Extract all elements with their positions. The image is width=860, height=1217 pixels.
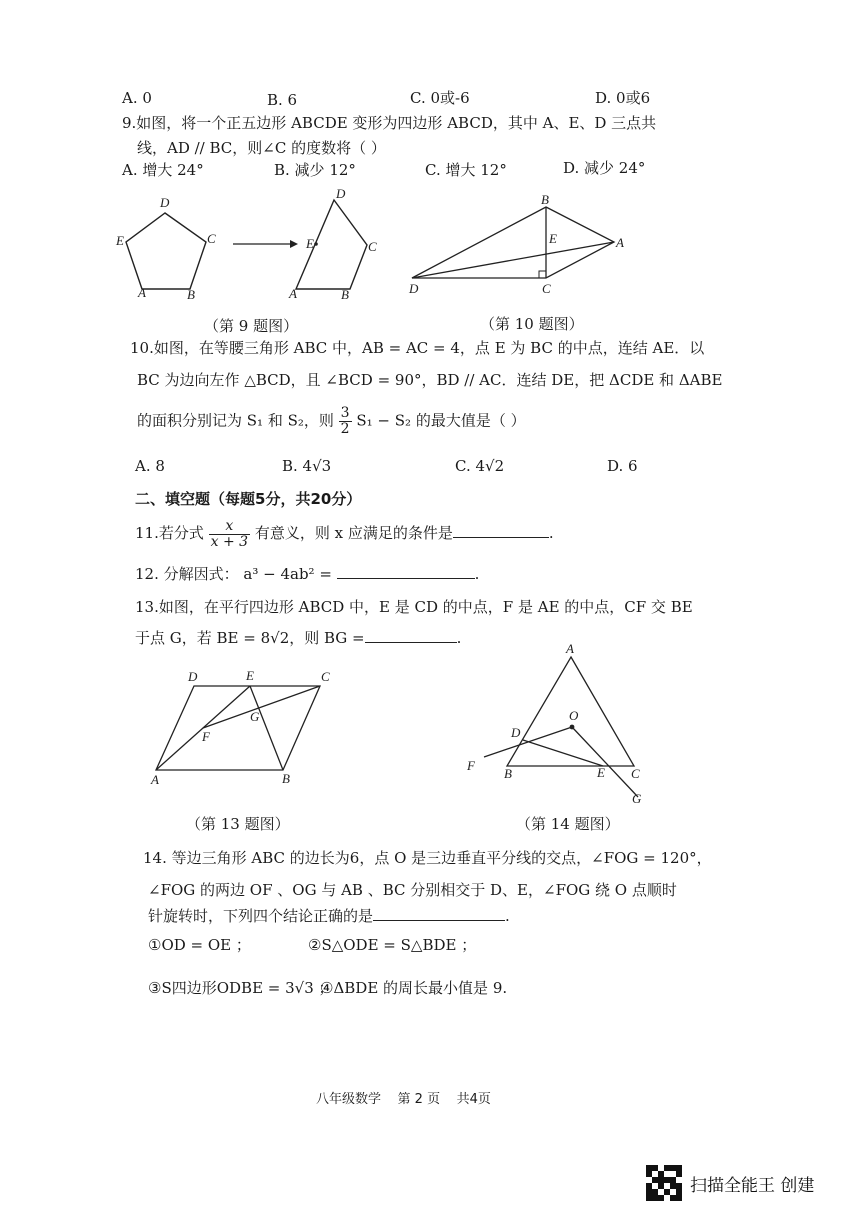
- q14-stem-line2: ∠FOG 的两边 OF 、OG 与 AB 、BC 分别相交于 D、E，∠FOG 绕 O 点顺时: [148, 881, 677, 899]
- q10-fraction-den: 2: [340, 421, 350, 437]
- q11-post: 有意义，则 x 应满足的条件是: [254, 524, 453, 542]
- fig13-label-g: G: [250, 709, 260, 724]
- fig14-label-e: E: [597, 765, 605, 780]
- q8-option-c: C. 0或-6: [410, 89, 470, 107]
- q11-fraction: [209, 519, 250, 550]
- section-fill-in-blank-title: 二、填空题（每题5分，共20分）: [135, 490, 362, 508]
- q10-option-c: C. 4√2: [455, 457, 505, 475]
- fig14-triangle: [466, 641, 642, 806]
- fig9-pentagon: [115, 195, 216, 302]
- fig9q-label-e: E: [306, 236, 314, 251]
- q12-answer-blank[interactable]: [337, 564, 475, 579]
- q10-line3-post: S₁ − S₂ 的最大值是（ ）: [356, 411, 526, 430]
- fig10-label-a: A: [616, 235, 624, 250]
- fig14-label-a: A: [566, 641, 574, 656]
- fig9-label-d: D: [160, 195, 170, 210]
- fig13-label-e: E: [246, 668, 254, 683]
- q12-period: .: [474, 565, 480, 583]
- q9-option-b: B. 减少 12°: [274, 161, 356, 179]
- q9-stem-line1: 9.如图，将一个正五边形 ABCDE 变形为四边形 ABCD，其中 A、E、D 三点共: [122, 114, 657, 132]
- q10-stem-line1: 10.如图，在等腰三角形 ABC 中，AB = AC = 4，点 E 为 BC 的中点，连结 AE．以: [130, 339, 705, 357]
- q8-option-a: A. 0: [122, 89, 152, 107]
- fig9-label-c: C: [207, 231, 216, 246]
- q11-period: .: [548, 524, 554, 542]
- fig9-caption: （第 9 题图）: [204, 317, 299, 335]
- fig9-label-e: E: [116, 233, 124, 248]
- q10-option-d: D. 6: [607, 457, 638, 475]
- q11-answer-blank[interactable]: [453, 523, 549, 538]
- q9-stem-line2: 线，AD // BC，则∠C 的度数将（ ）: [137, 139, 386, 157]
- fig14-label-f: F: [467, 758, 475, 773]
- q14-answer-blank[interactable]: [373, 906, 505, 921]
- q14-line3-text: 针旋转时，下列四个结论正确的是: [148, 907, 374, 925]
- fig14-label-d: D: [511, 725, 521, 740]
- q10-option-b: B. 4√3: [282, 457, 332, 475]
- fig10-label-e: E: [549, 231, 557, 246]
- q13-stem-line1: 13.如图，在平行四边形 ABCD 中，E 是 CD 的中点，F 是 AE 的中点，CF 交 BE: [135, 598, 693, 616]
- q10-option-a: A. 8: [135, 457, 165, 475]
- fig14-label-b: B: [504, 766, 512, 781]
- q14-conclusion-4: ④ΔBDE 的周长最小值是 9.: [320, 979, 508, 997]
- fig10-label-d: D: [409, 281, 419, 296]
- q8-option-d: D. 0或6: [595, 89, 651, 107]
- q9-option-a: A. 增大 24°: [122, 161, 204, 179]
- scanner-watermark: [646, 1163, 846, 1203]
- fig9q-label-d: D: [336, 186, 346, 201]
- q14-conclusion-3: ③S四边形ODBE = 3√3 ；: [148, 979, 334, 997]
- fig10-caption: （第 10 题图）: [480, 315, 584, 333]
- fig13-caption: （第 13 题图）: [186, 815, 290, 833]
- q12-text: 12. 分解因式： a³ − 4ab² =: [135, 565, 332, 583]
- fig14-label-c: C: [631, 766, 640, 781]
- fig9-quadrilateral: [288, 186, 377, 302]
- q10-fraction: [339, 406, 352, 437]
- q14-stem-line3: [148, 906, 510, 926]
- fig13-label-d: D: [188, 669, 198, 684]
- q14-period: .: [505, 907, 510, 925]
- fig9-label-a: A: [138, 285, 146, 300]
- figures-13-14: [0, 640, 860, 810]
- q11-stem: [135, 518, 554, 550]
- q11-fraction-den: x + 3: [210, 533, 249, 550]
- q10-fraction-num: 3: [340, 405, 350, 421]
- q8-option-b: B. 6: [267, 91, 298, 109]
- fig10-label-c: C: [542, 281, 551, 296]
- q10-line3-pre: 的面积分别记为 S₁ 和 S₂，则: [137, 411, 334, 430]
- qr-code-icon: [646, 1165, 682, 1201]
- fig9q-label-b: B: [341, 287, 349, 302]
- fig13-label-c: C: [321, 669, 330, 684]
- q14-conclusion-2: ②S△ODE = S△BDE ；: [308, 936, 477, 954]
- fig10-figure: [408, 192, 624, 296]
- q12-stem: [135, 564, 479, 584]
- q11-fraction-num: x: [209, 519, 250, 535]
- fig9q-label-c: C: [368, 239, 377, 254]
- fig13-label-b: B: [282, 771, 290, 786]
- figures-9-10: [0, 185, 860, 310]
- fig9-arrow: [233, 240, 298, 248]
- fig14-label-g: G: [632, 791, 642, 806]
- fig13-parallelogram: [150, 668, 330, 787]
- watermark-text: 扫描全能王 创建: [690, 1175, 815, 1196]
- fig14-label-o: O: [569, 708, 579, 723]
- q10-stem-line3: [137, 406, 526, 437]
- q9-option-c: C. 增大 12°: [425, 161, 507, 179]
- q14-stem-line1: 14. 等边三角形 ABC 的边长为6，点 O 是三边垂直平分线的交点，∠FOG = 120°，: [143, 849, 712, 867]
- fig13-label-a: A: [151, 772, 159, 787]
- fig10-label-b: B: [541, 192, 549, 207]
- q10-stem-line2: BC 为边向左作 △BCD，且 ∠BCD = 90°，BD // AC．连结 DE，把 ΔCDE 和 ΔABE: [137, 371, 723, 389]
- q14-conclusion-1: ①OD = OE ；: [148, 936, 251, 954]
- q13-period: .: [456, 629, 462, 647]
- fig9q-label-a: A: [289, 286, 297, 301]
- q9-option-d: D. 减少 24°: [563, 159, 646, 177]
- fig9-label-b: B: [187, 287, 195, 302]
- page-footer: 八年级数学 第 2 页 共4页: [316, 1092, 491, 1107]
- q11-pre: 11.若分式: [135, 524, 204, 542]
- q13-line2-text: 于点 G，若 BE = 8√2，则 BG =: [135, 629, 365, 647]
- fig13-label-f: F: [202, 729, 210, 744]
- fig14-caption: （第 14 题图）: [516, 815, 620, 833]
